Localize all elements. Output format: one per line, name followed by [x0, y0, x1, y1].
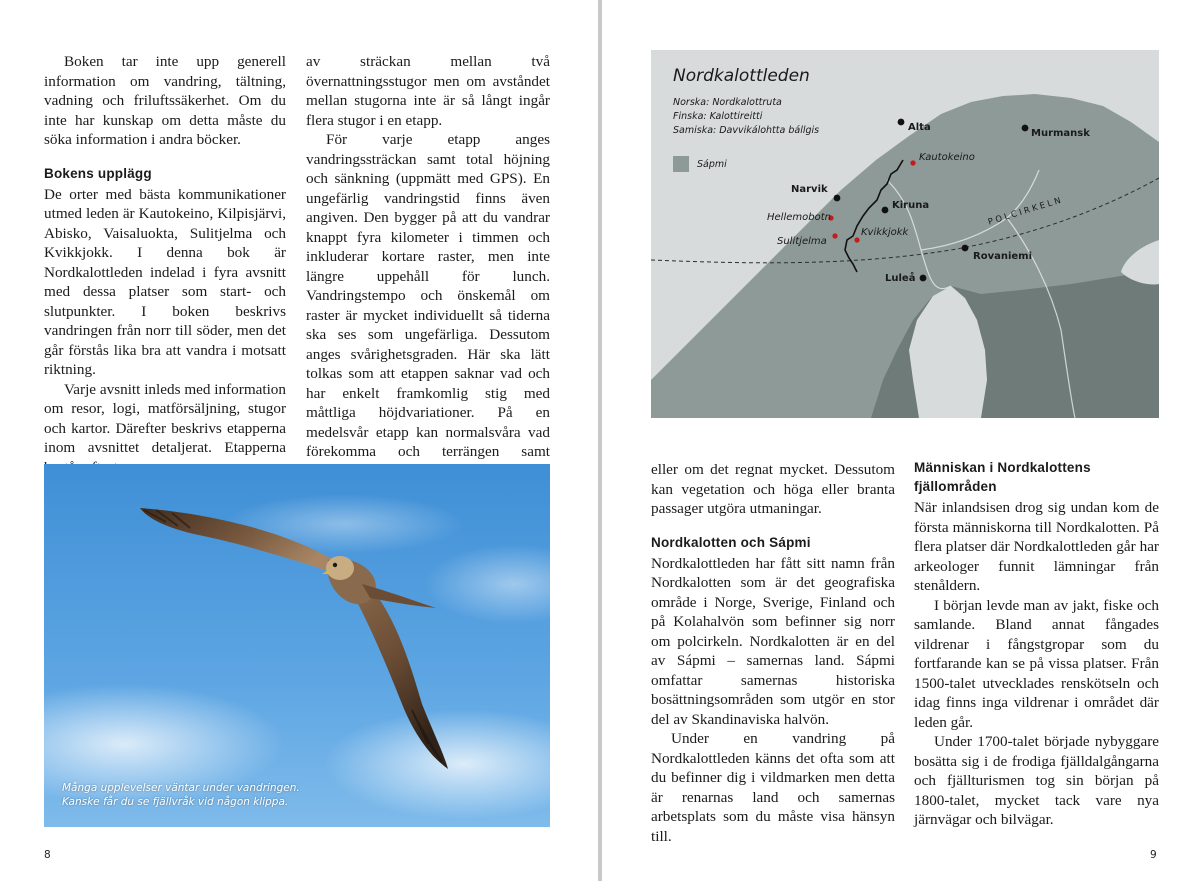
stop-dot-kvikkjokk	[854, 237, 859, 242]
label-alta: Alta	[908, 122, 931, 133]
right-column-1	[651, 460, 895, 846]
paragraph: Boken tar inte upp generell information om vandring, tältning, vadning och friluftssäkerhet. Om du inte har kunskap om detta måste du söka information i andra böcker.	[44, 53, 286, 148]
stop-dot-sulitjelma	[832, 233, 837, 238]
label-kvikkjokk: Kvikkjokk	[861, 227, 909, 238]
paragraph: När inlandsisen drog sig undan kom de första människorna till Nordkalotten. På flera platser där Nordkalottleden går har arkeologer funnit lämningar från stenåldern.	[914, 499, 1159, 594]
map-legend	[673, 156, 727, 172]
page-number-left: 8	[44, 849, 51, 861]
rough-legged-buzzard-illustration	[44, 464, 550, 827]
nordkalottleden-map	[651, 50, 1159, 418]
heading-line: Människan i Nordkalottens	[914, 460, 1091, 475]
label-kiruna: Kiruna	[892, 200, 930, 211]
label-murmansk: Murmansk	[1031, 128, 1090, 139]
label-kautokeino: Kautokeino	[919, 152, 975, 163]
label-lulea: Luleå	[885, 273, 916, 284]
label-rovaniemi: Rovaniemi	[973, 251, 1033, 262]
paragraph: eller om det regnat mycket. Dessutom kan vegetation och höga eller branta passager utgöra utmaningar.	[651, 461, 895, 517]
city-dot-rovaniemi	[962, 245, 969, 252]
legend-label: Sápmi	[697, 158, 727, 170]
label-narvik: Narvik	[791, 184, 828, 195]
left-column-1	[44, 52, 286, 477]
city-dot-lulea	[920, 275, 927, 282]
right-page	[602, 0, 1200, 881]
caption-line: Många upplevelser väntar under vandringen.	[62, 782, 300, 794]
paragraph: För varje etapp anges vandringssträckan samt total höjning och sänkning (uppmätt med GPS). En ungefärlig vandringstid finns även angiven. Den bygger på att du vandrar knappt fyra kilometer i timmen och inkluderar kortare raster, men inte längre uppehåll för lunch. Vandringstempo och önskemål om raster är mycket individuellt så tiderna ska ses som ungefärliga. Dessutom anges svårighetsgraden. Här ska lätt tolkas som att etappen saknar vad och har enkelt framkomlig stig med måttliga höjdvariationer. På en medelsvår etapp kan normalsvåra vad förekomma och terrängen samt	[306, 131, 550, 460]
heading-line: fjällområden	[914, 479, 997, 494]
paragraph: Under 1700-talet började nybyggare bosätta sig i de frodiga fjälldalgångarna och fjällturismen tog sin början på 1800-talet, mycket tack vare nya järnvägar och bilvägar.	[914, 733, 1159, 828]
legend-swatch	[673, 156, 689, 172]
paragraph: Varje avsnitt inleds med information om resor, logi, matförsäljning, stugor och kartor. Därefter beskrivs etapperna inom avsnittet detaljerat. Etapperna	[44, 380, 286, 456]
map-title: Nordkalottleden	[673, 66, 810, 86]
map-name-sami: Samiska: Davvikálohtta bállgis	[673, 125, 820, 136]
paragraph: Nordkalottleden har fått sitt namn från Nordkalotten som är det geografiska område i Norge, Sverige, Finland och på Kolahalvön som befinner sig norr om polcirkeln. Nordkalotten är en del av Sápmi – samernas land. Sápmi omfattar samernas historiska bosättningsområden som utgör en stor del av Skandinaviska halvön.	[651, 554, 895, 728]
city-dot-kiruna	[882, 207, 889, 214]
map-name-finnish: Finska: Kalottireitti	[673, 111, 763, 122]
map-name-norwegian: Norska: Nordkalottruta	[673, 97, 782, 108]
paragraph: De orter med bästa kommunikationer utmed leden är Kautokeino, Kilpisjärvi, Abisko, Vaisaluokta, Sulitjelma och Kvikkjokk. I denna bok är Nordkalottleden indelad i fyra avsnitt med dessa platser som start- och slutpunkter. I boken beskrivs vandringen från norr till söder, men det går förstås lika bra att vandra i motsatt riktning.	[44, 185, 286, 378]
caption-line: Kanske får du se fjällvråk vid någon klippa.	[62, 796, 289, 808]
city-dot-murmansk	[1022, 125, 1029, 132]
city-dot-alta	[898, 119, 905, 126]
label-sulitjelma: Sulitjelma	[777, 236, 827, 247]
page-number-right: 9	[1150, 849, 1157, 861]
section-heading: Bokens upplägg	[44, 165, 152, 181]
paragraph: Under en vandring på Nordkalottleden känns det ofta som att du befinner dig i vildmarken men detta är renarnas land och samernas arbetsplats som du måste visa hänsyn till.	[651, 730, 895, 845]
section-heading	[914, 458, 1159, 496]
paragraph: av sträckan mellan två övernattningsstugor men om avståndet mellan stugorna inte är så långt ingår flera stugor i en etapp.	[306, 53, 550, 129]
map-name-translations	[673, 96, 819, 138]
section-heading: Nordkalotten och Sápmi	[651, 534, 811, 550]
label-hellemobotn: Hellemobotn	[767, 212, 831, 223]
city-dot-narvik	[834, 195, 841, 202]
right-column-2	[914, 458, 1159, 830]
photo-caption	[62, 781, 362, 809]
label-polcirkeln: POLCIRKELN	[987, 195, 1065, 228]
left-page	[0, 0, 598, 881]
stop-dot-kautokeino	[910, 160, 915, 165]
bird-photo	[44, 464, 550, 827]
paragraph: I början levde man av jakt, fiske och samlande. Bland annat fångades vildrenar i fångstgropar som du fortfarande kan se på vissa platser. Från 1500-talet utvecklades renskötseln och idag finns inga vildrenar i området där leden går.	[914, 596, 1159, 731]
